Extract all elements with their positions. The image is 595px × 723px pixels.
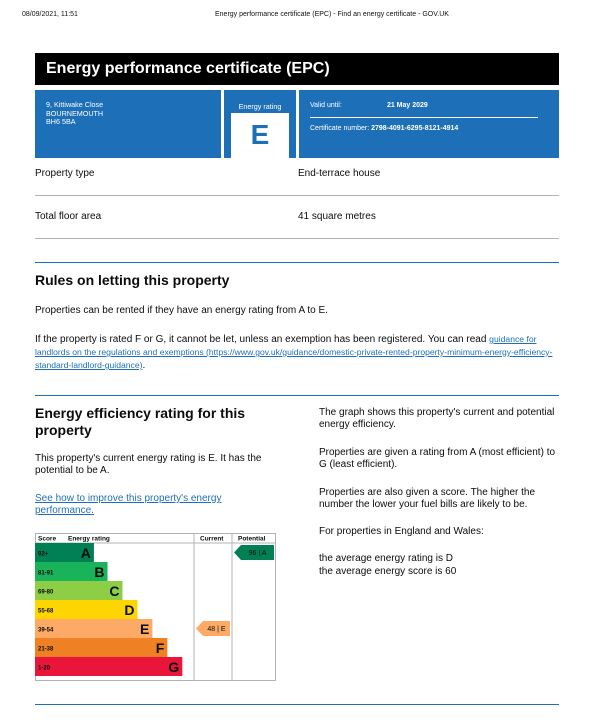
band-bar xyxy=(64,657,182,676)
graph-explanation: The graph shows this property's current and potential energy efficiency. xyxy=(319,407,555,430)
print-date: 08/09/2021, 11:51 xyxy=(22,11,78,18)
letting-paragraph-1: Properties can be rented if they have an energy rating from A to E. xyxy=(35,305,328,316)
band-bar xyxy=(64,638,167,657)
energy-rating-box xyxy=(224,90,296,158)
band-letter: B xyxy=(94,564,105,580)
property-type-row xyxy=(35,168,559,196)
improve-paragraph xyxy=(35,493,275,517)
address-line-3: BH6 5BA xyxy=(46,117,76,127)
band-score-label: 69-80 xyxy=(38,589,54,596)
band-letter: F xyxy=(155,640,165,656)
address-box xyxy=(35,90,221,158)
print-header xyxy=(22,11,573,23)
chart-header-potential: Potential xyxy=(238,535,266,543)
floor-area-value: 41 square metres xyxy=(298,211,376,222)
band-letter: A xyxy=(80,545,91,561)
energy-rating-chart-svg xyxy=(35,533,276,681)
average-score-text: the average energy score is 60 xyxy=(319,566,457,577)
chart-header-score: Score xyxy=(38,535,57,543)
letting-paragraph-2-text: If the property is rated F or G, it cannot be let, unless an exemption has been registered. You can read xyxy=(35,334,490,345)
energy-rating-label: Energy rating xyxy=(238,102,282,111)
energy-rating-chart xyxy=(35,533,276,681)
current-rating-text: This property's current energy rating is E. It has the potential to be A. xyxy=(35,453,262,476)
region-text: For properties in England and Wales: xyxy=(319,526,484,537)
current-rating-marker-label: 48 | E xyxy=(207,626,226,633)
improve-performance-link[interactable]: See how to improve this property's energy performance. xyxy=(35,493,222,516)
band-letter: E xyxy=(140,621,150,637)
address-line-1: 9, Kittiwake Close xyxy=(46,100,104,109)
floor-area-label: Total floor area xyxy=(35,211,102,222)
certificate-number-label: Certificate number: xyxy=(310,125,370,132)
letting-paragraph-2-end: . xyxy=(142,360,146,371)
efficiency-heading: Energy efficiency rating for this property xyxy=(35,405,246,438)
average-rating-text: the average energy rating is D xyxy=(319,553,453,564)
band-score-label: 55-68 xyxy=(38,608,54,615)
certificate-meta-box xyxy=(299,90,559,158)
band-score-label: 21-38 xyxy=(38,646,54,653)
print-page-title: Energy performance certificate (EPC) - Find an energy certificate - GOV.UK xyxy=(215,11,449,18)
band-letter: D xyxy=(124,602,135,618)
chart-header-rating: Energy rating xyxy=(68,535,110,543)
landlord-guidance-link[interactable]: guidance for landlords on the regulations and exemptions (https://www.gov.uk/guidance/domestic-private-rented-property-minimum-energy-efficiency-standard-landlord-guidance) xyxy=(35,334,553,370)
letting-heading: Rules on letting this property xyxy=(35,272,230,288)
letting-paragraph-2 xyxy=(35,333,563,372)
floor-area-row xyxy=(35,211,559,239)
band-score-label: 39-54 xyxy=(38,627,54,634)
section-divider xyxy=(35,395,559,396)
page-title-banner xyxy=(35,53,559,85)
score-explanation: Properties are also given a score. The higher the number the lower your fuel bills are likely to be. xyxy=(319,487,536,510)
address-line-2: BOURNEMOUTH xyxy=(46,108,104,118)
section-divider xyxy=(35,704,559,705)
valid-until-value: 21 May 2029 xyxy=(386,102,428,109)
energy-rating-letter-box xyxy=(231,113,289,159)
band-letter: C xyxy=(109,583,120,599)
band-score-label: 92+ xyxy=(38,551,49,558)
band-score-label: 1-20 xyxy=(38,665,51,672)
page-title: Energy performance certificate (EPC) xyxy=(46,60,330,77)
meta-divider xyxy=(310,117,538,118)
valid-until-label: Valid until: xyxy=(310,102,342,109)
chart-header-current: Current xyxy=(200,535,224,543)
potential-rating-marker-label: 96 | A xyxy=(248,550,267,557)
section-divider xyxy=(35,262,559,263)
property-type-label: Property type xyxy=(35,168,95,179)
rating-explanation: Properties are given a rating from A (most efficient) to G (least efficient). xyxy=(319,447,556,470)
band-letter: G xyxy=(168,659,180,675)
energy-rating-letter: E xyxy=(250,119,270,150)
certificate-number-value: 2798-4091-6295-8121-4914 xyxy=(371,125,459,132)
band-score-label: 81-91 xyxy=(38,570,54,577)
property-type-value: End-terrace house xyxy=(298,168,381,179)
